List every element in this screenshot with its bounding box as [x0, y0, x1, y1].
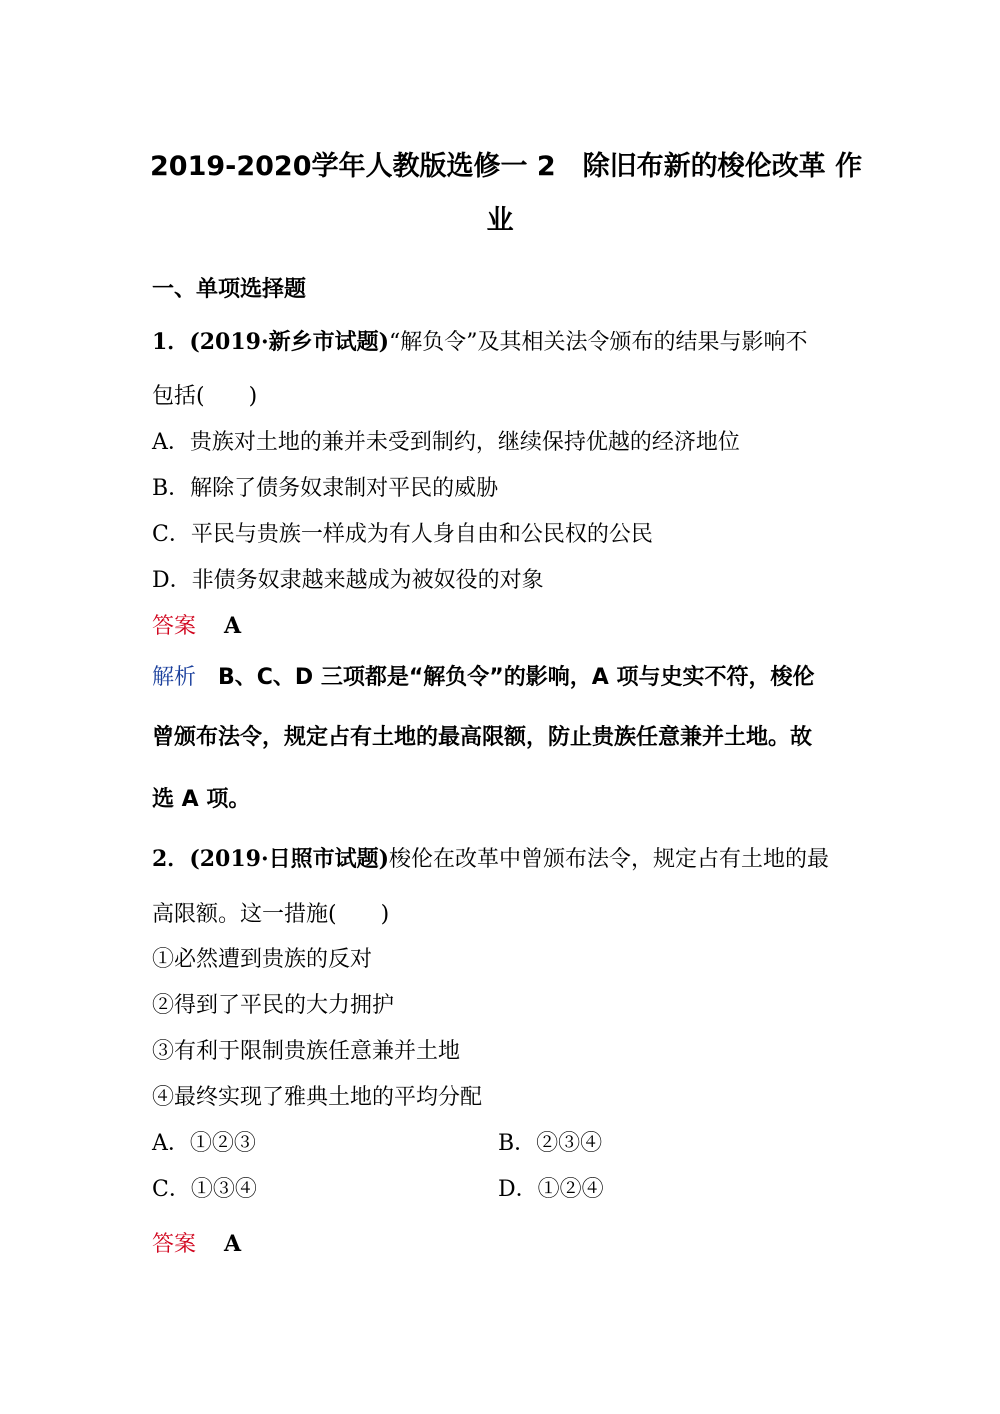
- question-1-option-a: A．贵族对土地的兼并未受到制约，继续保持优越的经济地位: [152, 430, 740, 455]
- question-2-option-c: C．①③④: [152, 1177, 257, 1202]
- question-2-item-4: ④最终实现了雅典土地的平均分配: [152, 1085, 483, 1110]
- answer-value: A: [224, 613, 242, 639]
- question-1-number: 1．: [152, 329, 190, 355]
- question-2-stem-line2: 高限额。这一措施( ): [152, 902, 390, 927]
- analysis-text: B、C、D 三项都是“解负令”的影响，A 项与史实不符，梭伦: [218, 665, 815, 690]
- question-1-option-d: D．非债务奴隶越来越成为被奴役的对象: [152, 568, 544, 593]
- question-2-option-b: B．②③④: [498, 1131, 603, 1156]
- question-1-stem-line2: 包括( ): [152, 384, 258, 409]
- question-2-option-d: D．①②④: [498, 1177, 604, 1202]
- question-1-answer: [152, 609, 241, 640]
- question-1-option-c: C．平民与贵族一样成为有人身自由和公民权的公民: [152, 522, 653, 547]
- question-2-item-2: ②得到了平民的大力拥护: [152, 993, 395, 1018]
- question-2-item-1: ①必然遭到贵族的反对: [152, 947, 373, 972]
- question-1-stem-line1: [152, 325, 808, 356]
- answer-label: 答案: [152, 614, 197, 639]
- document-title-line1: 2019-2020学年人教版选修一 2 除旧布新的梭伦改革 作: [150, 151, 863, 182]
- question-1-analysis-line2: 曾颁布法令，规定占有土地的最高限额，防止贵族任意兼并土地。故: [152, 725, 813, 750]
- question-1-stem-text: “解负令”及其相关法令颁布的结果与影响不: [389, 330, 808, 355]
- answer-label: 答案: [152, 1232, 197, 1257]
- question-2-source: (2019·日照市试题): [189, 846, 390, 872]
- question-2-stem-line1: [152, 842, 829, 873]
- answer-value: A: [224, 1231, 242, 1257]
- question-2-number: 2．: [152, 846, 190, 872]
- question-1-option-b: B．解除了债务奴隶制对平民的威胁: [152, 476, 499, 501]
- document-title-line2: 业: [486, 205, 514, 236]
- question-2-answer: [152, 1227, 241, 1258]
- question-2-stem-text: 梭伦在改革中曾颁布法令，规定占有土地的最: [389, 847, 830, 872]
- question-1-analysis-line3: 选 A 项。: [152, 787, 251, 812]
- question-2-option-a: A．①②③: [152, 1131, 256, 1156]
- question-1-source: (2019·新乡市试题): [189, 329, 390, 355]
- question-1-analysis-line1: [152, 660, 814, 691]
- analysis-label: 解析: [152, 665, 197, 690]
- section-heading: 一、单项选择题: [152, 277, 307, 302]
- question-2-item-3: ③有利于限制贵族任意兼并土地: [152, 1039, 461, 1064]
